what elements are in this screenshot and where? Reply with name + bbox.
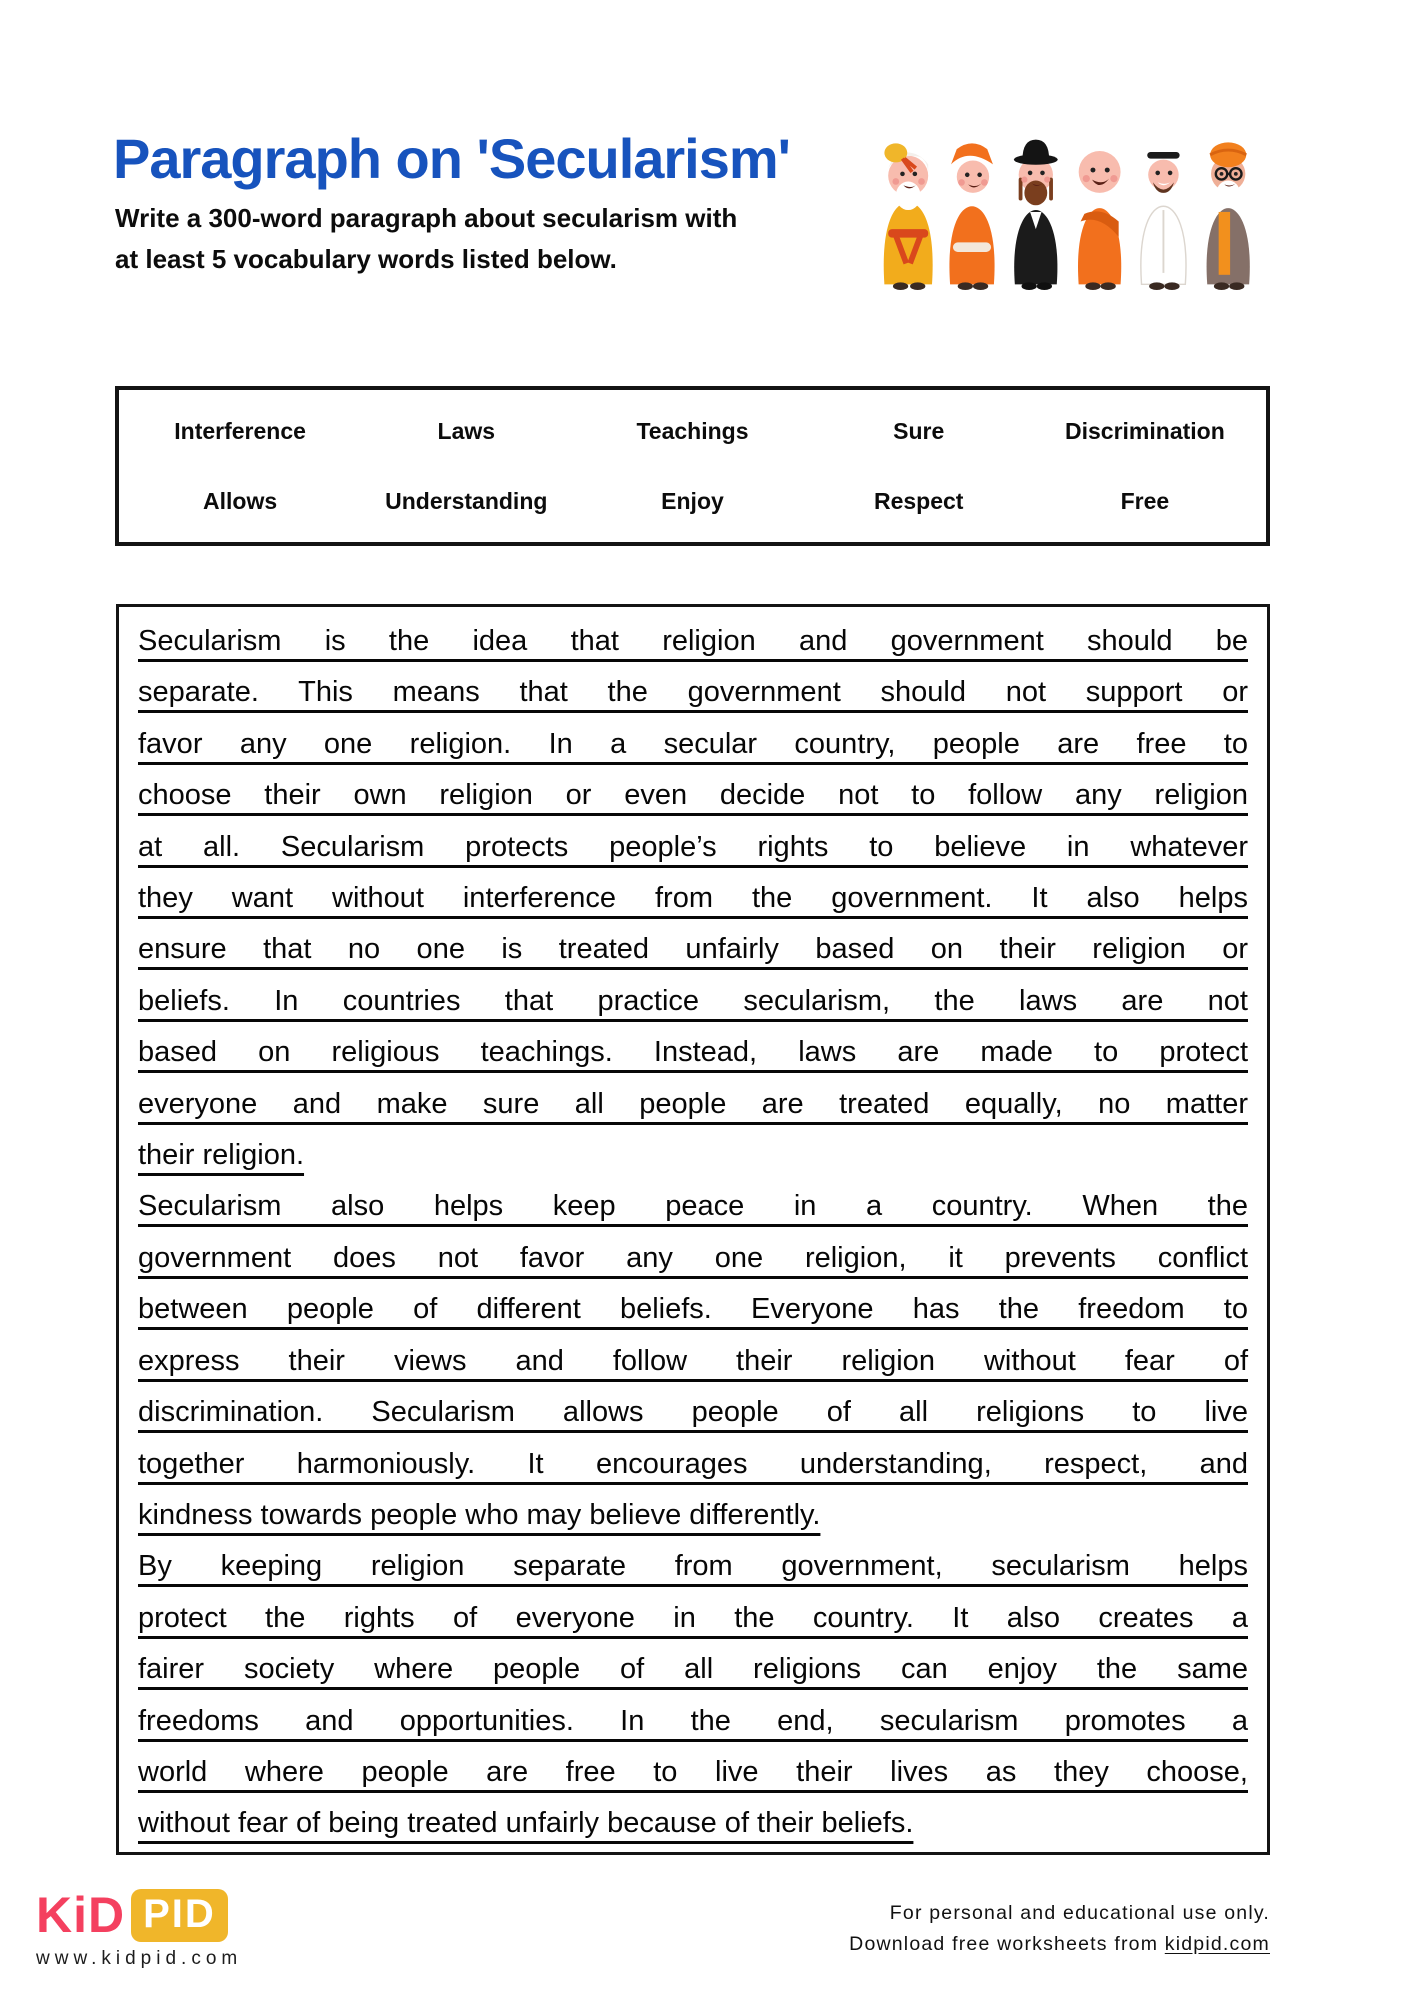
instructions-line-2: at least 5 vocabulary words listed below. [115,244,617,274]
paragraph-line: kindness towards people who may believe differently. [138,1498,821,1531]
paragraph-line: By keeping religion separate from government, secularism helps [138,1550,1248,1583]
vocabulary-box [115,386,1270,546]
figure-sadhu-elder [1207,142,1250,290]
kidpid-link[interactable]: kidpid.com [1164,1933,1270,1955]
figure-hooded-woman [949,143,995,290]
paragraph-line: discrimination. Secularism allows people of all religions to live [138,1396,1248,1429]
usage-notice [849,1898,1270,1960]
paragraph-line: favor any one religion. In a secular country, people are free to [138,727,1248,760]
vocabulary-word: Allows [203,487,278,514]
paragraph-line: together harmoniously. It encourages understanding, respect, and [138,1447,1248,1480]
vocabulary-word: Free [1120,487,1170,514]
usage-notice-line-1: For personal and educational use only. [889,1902,1270,1924]
paragraph-line: based on religious teachings. Instead, laws are made to protect [138,1036,1248,1069]
vocabulary-word: Understanding [385,487,548,514]
paragraph-line: Secularism also helps keep peace in a country. When the [138,1190,1248,1223]
paragraph-line: everyone and make sure all people are treated equally, no matter [138,1087,1248,1120]
paragraph-line: choose their own religion or even decide not to follow any religion [138,779,1248,812]
paragraph-line: protect the rights of everyone in the country. It also creates a [138,1601,1248,1634]
paragraph-line: government does not favor any one religion, it prevents conflict [138,1241,1248,1274]
vocabulary-word: Enjoy [661,487,724,514]
paragraph-line: world where people are free to live their lives as they choose, [138,1755,1248,1788]
paragraph-line: separate. This means that the government should not support or [138,676,1248,709]
worksheet-instructions [115,198,895,280]
paragraph-line: fairer society where people of all religions can enjoy the same [138,1653,1248,1686]
vocabulary-word: Laws [437,417,496,444]
figure-hindu-elder [884,143,933,290]
paragraph-line: Secularism is the idea that religion and government should be [138,625,1248,657]
paragraph-line: between people of different beliefs. Everyone has the freedom to [138,1293,1248,1326]
vocabulary-word: Interference [174,417,306,444]
figure-arab-man [1141,150,1186,290]
worksheet-paragraph-box [116,604,1270,1855]
paragraph-line: their religion. [138,1139,305,1172]
vocabulary-word: Sure [893,417,945,444]
logo-kid-text: KiD [36,1887,126,1943]
figure-jewish-man [1014,140,1058,290]
instructions-line-1: Write a 300-word paragraph about secularism with [115,203,738,233]
paragraph-line: beliefs. In countries that practice secularism, the laws are not [138,984,1248,1017]
figure-buddhist-monk [1078,151,1121,290]
paragraph-line: they want without interference from the government. It also helps [138,882,1248,915]
vocabulary-word: Discrimination [1065,417,1225,444]
paragraph-line: freedoms and opportunities. In the end, secularism promotes a [138,1704,1248,1737]
page-title: Paragraph on 'Secularism' [113,127,790,190]
download-notice-text: Download free worksheets from [849,1933,1165,1955]
paragraph-line: ensure that no one is treated unfairly based on their religion or [138,933,1248,966]
paragraph-line: at all. Secularism protects people’s rights to believe in whatever [138,830,1248,863]
religious-diversity-illustration [872,128,1272,294]
vocabulary-word: Respect [873,487,964,514]
paragraph-line: without fear of being treated unfairly because of their beliefs. [138,1807,914,1840]
vocabulary-word: Teachings [636,417,749,444]
kidpid-logo [36,1886,228,1944]
paragraph-line: express their views and follow their religion without fear of [138,1344,1248,1377]
usage-notice-line-2 [849,1929,1270,1960]
website-url: www.kidpid.com [36,1948,243,1969]
logo-pid-badge: PID [131,1889,228,1942]
